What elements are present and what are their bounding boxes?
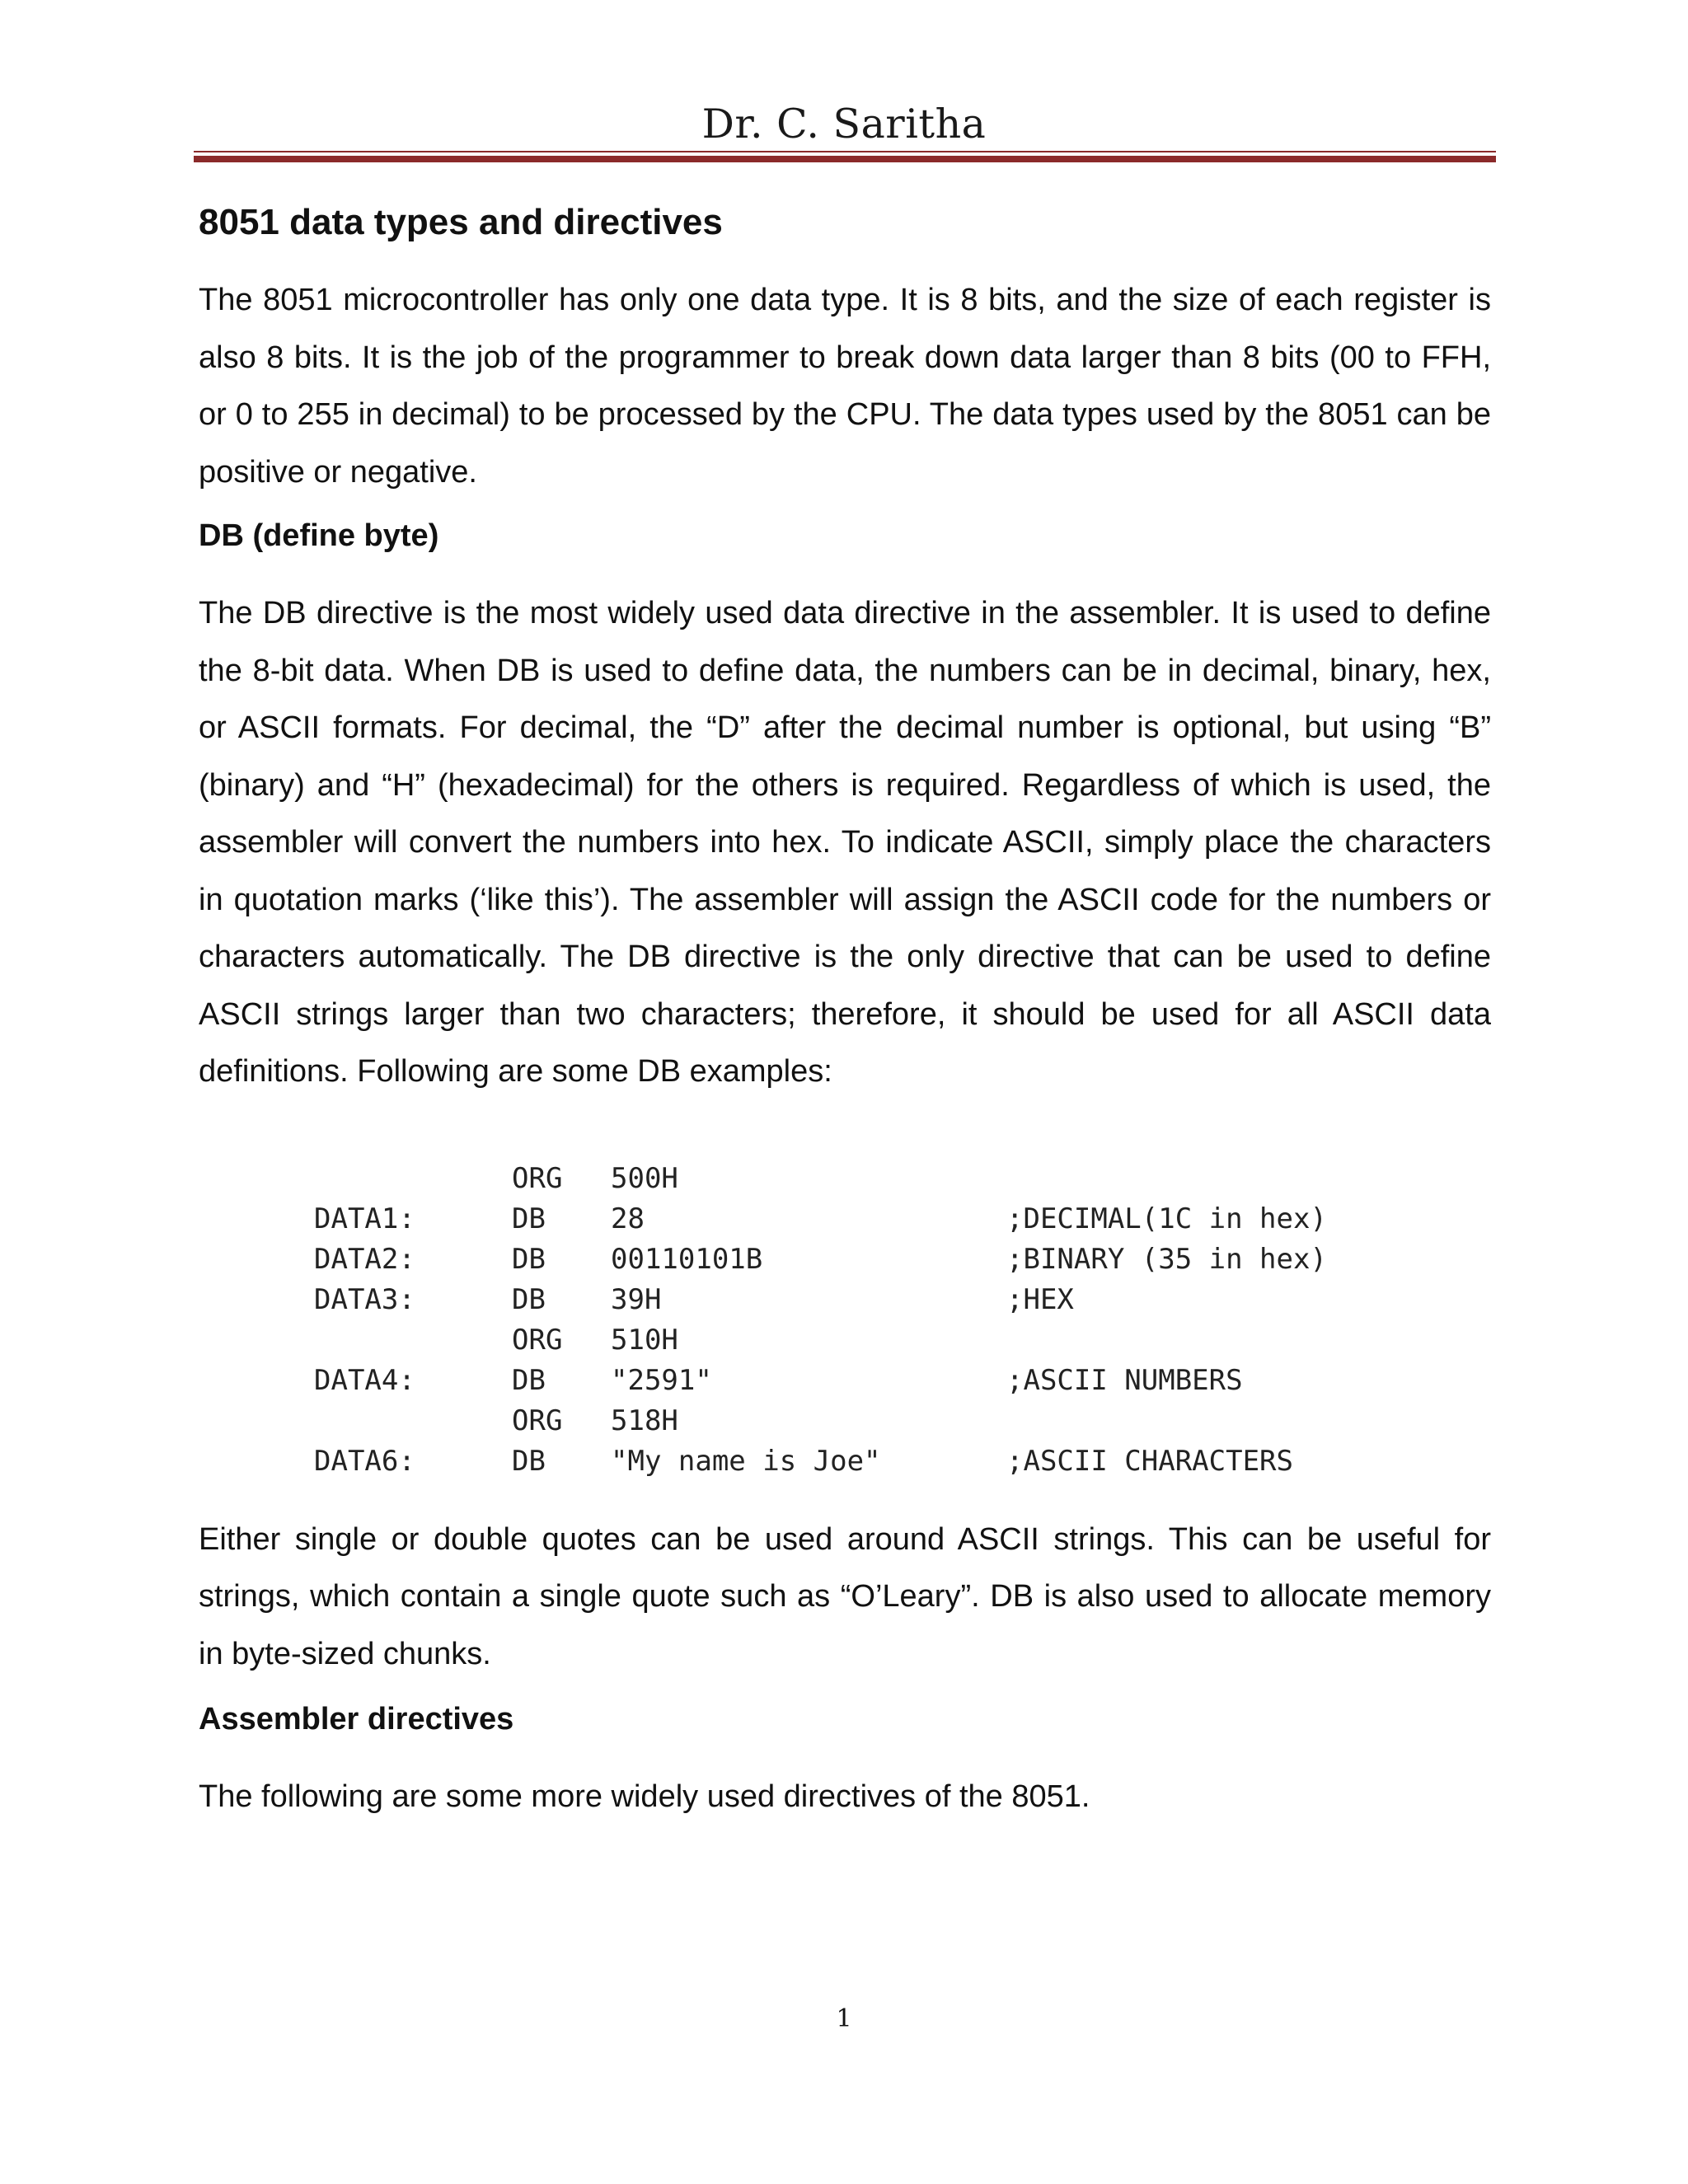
db-paragraph: The DB directive is the most widely used data directive in the assembler. It is used to define the 8-bit data. When DB is used to define data, the numbers can be in decimal, binary, hex, or ASCII formats. For decimal, the “D” after the decimal number is optional, but using “B” (binary) and “H” (hexadecimal) for the others is required. Regardless of which is used, the assembler will convert the numbers into hex. To indicate ASCII, simply place the characters in quotation marks (‘like this’). The assembler will assign the ASCII code for the numbers or characters automatically. The DB directive is the only directive that can be used to define ASCII strings larger than two characters; therefore, it should be used for all ASCII data definitions. Following are some DB examples: [199,596,1491,1089]
header-rule-thick [194,156,1496,162]
code-line [199,1361,1243,1401]
code-operand: 00110101B [611,1242,763,1276]
code-operand: 39H [611,1282,662,1316]
code-op: DB [512,1444,546,1478]
page-content [199,198,1491,1826]
code-line [199,1441,1293,1482]
code-line [199,1280,1074,1320]
code-op: DB [512,1282,546,1316]
code-op: DB [512,1202,546,1235]
code-op: DB [512,1242,546,1276]
code-op: ORG [512,1161,563,1195]
code-comment: ;ASCII CHARACTERS [1006,1444,1293,1478]
code-operand: 28 [611,1202,645,1235]
document-title: 8051 data types and directives [199,202,723,242]
code-op: ORG [512,1404,563,1437]
code-label: DATA3: [314,1282,415,1316]
assembler-paragraph: The following are some more widely used directives of the 8051. [199,1779,1090,1814]
code-line [199,1199,1327,1240]
code-comment: ;BINARY (35 in hex) [1006,1242,1327,1276]
code-op: ORG [512,1323,563,1357]
code-operand: "My name is Joe" [611,1444,881,1478]
code-comment: ;HEX [1006,1282,1074,1316]
code-label: DATA4: [314,1363,415,1397]
code-comment: ;DECIMAL(1C in hex) [1006,1202,1327,1235]
code-line [199,1320,678,1361]
code-label: DATA1: [314,1202,415,1235]
code-operand: 518H [611,1404,678,1437]
code-op: DB [512,1363,546,1397]
assembler-section-heading: Assembler directives [199,1702,514,1736]
db-code-example [199,1159,1491,1478]
header-rule-thin [194,151,1496,152]
code-label: DATA6: [314,1444,415,1478]
code-operand: "2591" [611,1363,712,1397]
code-line [199,1401,678,1441]
code-label: DATA2: [314,1242,415,1276]
db-section-heading: DB (define byte) [199,518,439,553]
code-operand: 510H [611,1323,678,1357]
code-line [199,1240,1327,1280]
code-comment: ;ASCII NUMBERS [1006,1363,1243,1397]
code-operand: 500H [611,1161,678,1195]
intro-paragraph: The 8051 microcontroller has only one data type. It is 8 bits, and the size of each register is also 8 bits. It is the job of the programmer to break down data larger than 8 bits (00 to FFH, or 0 to 255 in decimal) to be processed by the CPU. The data types used by the 8051 can be positive or negative. [199,283,1491,490]
db-after-paragraph: Either single or double quotes can be used around ASCII strings. This can be useful for strings, which contain a single quote such as “O’Leary”. DB is also used to allocate memory in byte-sized chunks. [199,1521,1491,1671]
page-number: 1 [836,2004,852,2033]
page-header-author: Dr. C. Saritha [701,101,987,148]
code-line [199,1159,678,1199]
